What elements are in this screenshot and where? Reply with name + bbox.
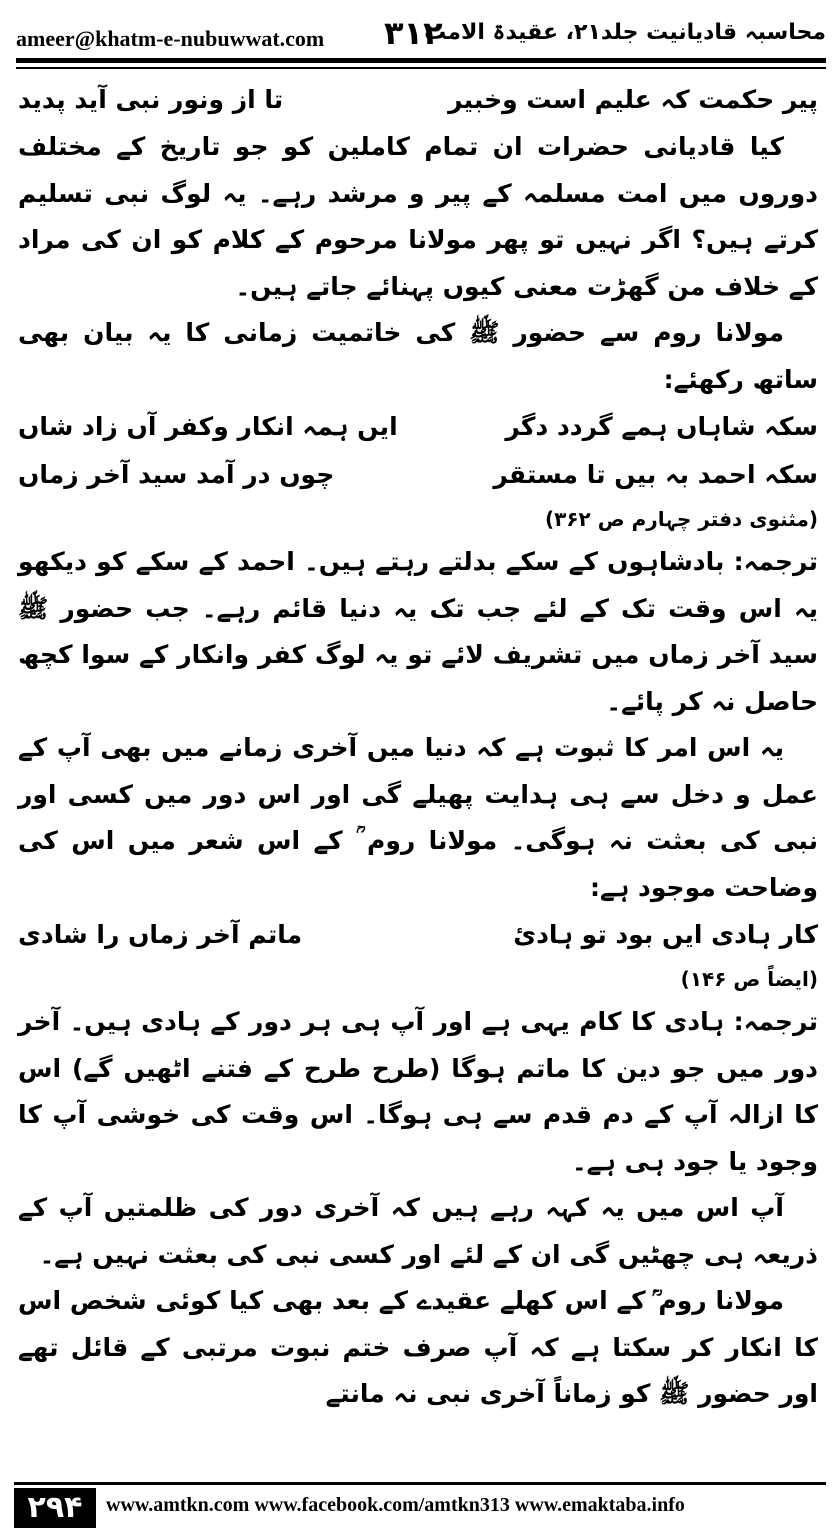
header-page-number: ۳۱۲ — [384, 14, 443, 52]
paragraph: مولانا روم سے حضور ﷺ کی خاتمیت زمانی کا یہ بیان بھی ساتھ رکھئے: — [18, 318, 818, 394]
source-reference: (ایضاً ص ۱۴۶) — [680, 967, 818, 991]
verse-hemistich-right: کار ہادی ایں بود تو ہادیٔ — [513, 920, 818, 949]
verse-hemistich-left: ایں ہمہ انکار وکفر آں زاد شاں — [18, 412, 398, 441]
verse-hemistich-left: چوں در آمد سید آخر زماں — [18, 460, 335, 489]
verse-couplet — [18, 403, 818, 451]
paragraph: آپ اس میں یہ کہہ رہے ہیں کہ آخری دور کی ظلمتیں آپ کے ذریعہ ہی چھٹیں گی ان کے لئے اور کسی نبی کی بعثت نہیں ہے۔ — [18, 1193, 818, 1269]
paragraph: کیا قادیانی حضرات ان تمام کاملین کو جو تاریخ کے مختلف دوروں میں امت مسلمہ کے پیر و مرشد رہے۔ یہ لوگ نبی تسلیم کرتے ہیں؟ اگر نہیں تو پھر مولانا مرحوم کے کلام کو ان کی مراد کے خلاف من گھڑت معنی کیوں پہنائے جاتے ہیں۔ — [18, 132, 818, 301]
verse-hemistich-right: پیر حکمت کہ علیم است وخبیر — [448, 85, 818, 114]
page-header — [16, 14, 826, 56]
verse-couplet — [18, 911, 818, 959]
page-body — [18, 76, 818, 1470]
header-rule-thick — [16, 58, 826, 63]
paragraph: مولانا روم ؒ کے اس کھلے عقیدے کے بعد بھی کیا کوئی شخص اس کا انکار کر سکتا ہے کہ آپ صرف ختم نبوت مرتبی کے قائل تھے اور حضور ﷺ کو زماناً آخری نبی نہ مانتے — [18, 1286, 818, 1408]
header-rule-thin — [16, 67, 826, 69]
verse-hemistich-left: تا از ونور نبی آید پدید — [18, 85, 284, 114]
footer-page-number: ۲۹۴ — [14, 1488, 96, 1528]
page-footer — [14, 1482, 826, 1528]
footer-website-links: www.amtkn.com www.facebook.com/amtkn313 www.emaktaba.info — [106, 1494, 685, 1516]
translation-paragraph: ترجمہ: بادشاہوں کے سکے بدلتے رہتے ہیں۔ احمد کے سکے کو دیکھو یہ اس وقت تک کے لئے جب تک یہ دنیا قائم رہے۔ جب حضور ﷺ سید آخر زماں میں تشریف لائے تو یہ لوگ کفر وانکار کے سوا کچھ حاصل نہ کر پائے۔ — [18, 547, 818, 716]
verse-hemistich-right: سکہ شاہاں ہمے گردد دگر — [505, 412, 818, 441]
verse-hemistich-left: ماتم آخر زماں را شادی — [18, 920, 303, 949]
verse-couplet — [18, 76, 818, 124]
header-book-title: محاسبہ قادیانیت جلد۲۱، عقیدۃ الامت — [424, 20, 826, 45]
translation-paragraph: ترجمہ: ہادی کا کام یہی ہے اور آپ ہی ہر دور کے ہادی ہیں۔ آخر دور میں جو دین کا ماتم ہوگا (طرح طرح کے فتنے اٹھیں گے) اس کا ازالہ آپ کے دم قدم سے ہی ہوگا۔ اس وقت کی خوشی آپ کا وجود یا جود ہی ہے۔ — [18, 1007, 818, 1176]
verse-couplet — [18, 451, 818, 499]
source-reference: (مثنوی دفتر چہارم ص ۳۶۲) — [544, 507, 818, 531]
verse-hemistich-right: سکہ احمد بہ بیں تا مستقر — [493, 460, 818, 489]
footer-rule — [14, 1482, 826, 1485]
header-email: ameer@khatm-e-nubuwwat.com — [16, 26, 325, 51]
paragraph: یہ اس امر کا ثبوت ہے کہ دنیا میں آخری زمانے میں بھی آپ کے عمل و دخل سے ہی ہدایت پھیلے گی اور اس دور میں کسی اور نبی کی بعثت نہ ہوگی۔ مولانا روم ؒ کے اس شعر میں اس کی وضاحت موجود ہے: — [18, 733, 818, 902]
